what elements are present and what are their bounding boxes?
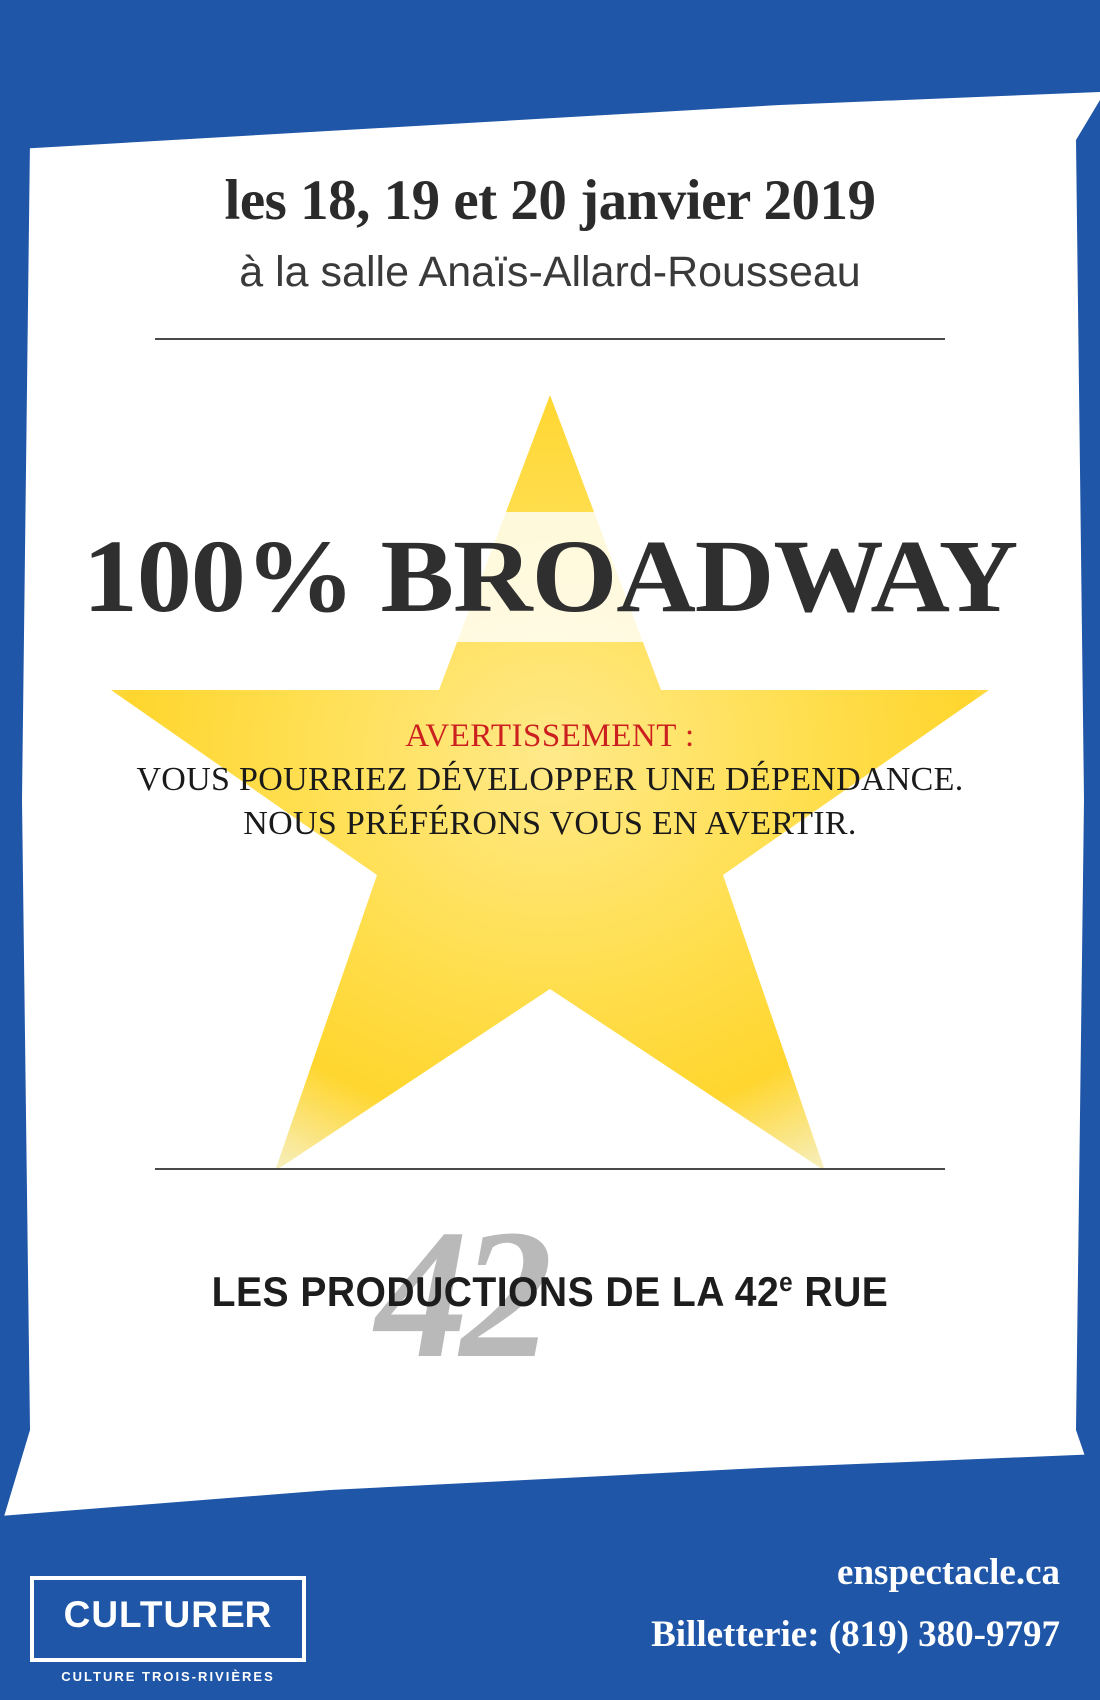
logo-word-part-a: CULTUR	[63, 1594, 219, 1635]
warning-line-2: NOUS PRÉFÉRONS VOUS EN AVERTIR.	[243, 805, 857, 842]
warning-heading: AVERTISSEMENT :	[405, 718, 695, 754]
logo-word-flipped-e: Ǝ	[218, 1594, 245, 1635]
event-venue: à la salle Anaïs-Allard-Rousseau	[239, 248, 861, 296]
company-name-prefix: LES PRODUCTIONS DE LA 42	[211, 1268, 780, 1315]
logo-wordmark	[34, 1594, 302, 1636]
culture-trois-rivieres-logo[interactable]	[30, 1576, 306, 1684]
top-banner	[0, 0, 1100, 150]
logo-subtitle: CULTURE TROIS-RIVIÈRES	[61, 1669, 275, 1684]
website-link[interactable]: enspectacle.ca	[837, 1552, 1060, 1593]
page-title: 100% BROADWAY	[82, 519, 1018, 634]
event-dates: les 18, 19 et 20 janvier 2019	[224, 169, 876, 232]
logo-word-part-b: R	[244, 1594, 273, 1635]
company-signature	[0, 1192, 1100, 1405]
divider-top	[155, 338, 945, 340]
company-name-suffix: RUE	[793, 1268, 889, 1315]
ticket-phone[interactable]: Billetterie: (819) 380-9797	[651, 1614, 1060, 1655]
warning-block	[0, 718, 1100, 843]
title-band	[0, 512, 1100, 642]
company-name-ordinal: e	[779, 1267, 794, 1297]
watermark-42: 42	[375, 1192, 545, 1397]
divider-bottom	[155, 1168, 945, 1170]
warning-line-1: VOUS POURRIEZ DÉVELOPPER UNE DÉPENDANCE.	[136, 761, 964, 798]
company-name	[39, 1267, 1062, 1316]
